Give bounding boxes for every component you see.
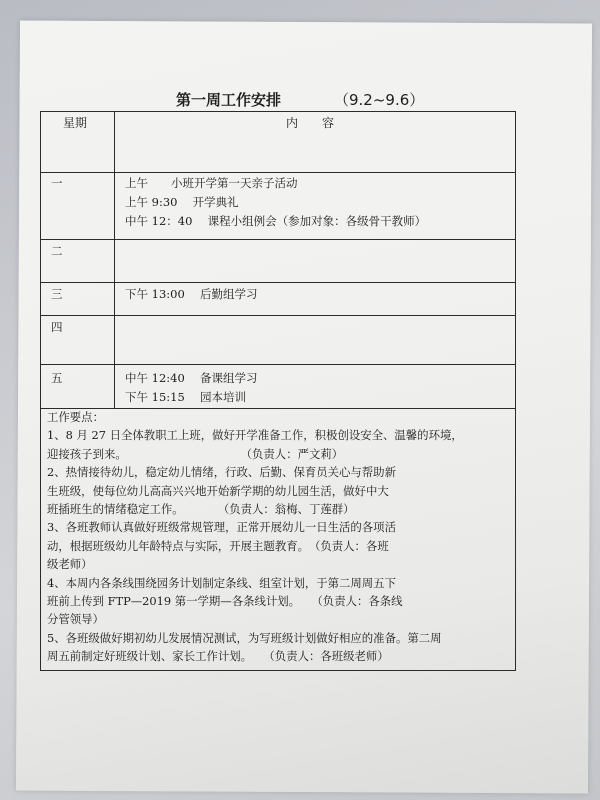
day-label: 一 [51, 176, 63, 190]
schedule-item: 中午 12:40 备课组学习 [125, 371, 258, 385]
date-range: （9.2~9.6） [334, 91, 425, 109]
header-content: 内 容 [286, 116, 335, 130]
notes-line: 班插班生的情绪稳定工作。 （负责人：翁梅、丁莲群） [47, 502, 355, 517]
row-divider [41, 315, 515, 316]
notes-line: 5、各班级做好期初幼儿发展情况测试，为写班级计划做好相应的准备。第二周 [47, 630, 442, 645]
notes-line: 动，根据班级幼儿年龄特点与实际，开展主题教育。 （负责人：各班 [47, 538, 389, 553]
notes-line: 4、本周内各条线围绕园务计划制定条线、组室计划，于第二周周五下 [47, 575, 396, 590]
schedule-item: 中午 12：40 课程小组例会（参加对象：各级骨干教师） [125, 214, 427, 228]
work-notes [47, 408, 509, 666]
notes-line: 2、热情接待幼儿，稳定幼儿情绪，行政、后勤、保育员关心与帮助新 [47, 465, 396, 480]
notes-line: 3、各班教师认真做好班级常规管理，正常开展幼儿一日生活的各项活 [47, 520, 396, 535]
schedule-item: 上午 9:30 开学典礼 [125, 195, 239, 209]
notes-line: 生班级，使每位幼儿高高兴兴地开始新学期的幼儿园生活，做好中大 [47, 483, 389, 498]
notes-line: 周五前制定好班级计划、家长工作计划。 （负责人：各班级老师） [47, 649, 389, 664]
schedule-item: 下午 13:00 后勤组学习 [125, 287, 258, 301]
day-label: 五 [51, 371, 63, 385]
notes-line: 1、8 月 27 日全体教职工上班，做好开学准备工作，积极创设安全、温馨的环境， [47, 428, 463, 443]
notes-line: 级老师） [47, 557, 93, 572]
notes-line: 迎接孩子到来。 （负责人：严文莉） [47, 446, 344, 461]
row-divider [41, 364, 515, 365]
schedule-table [40, 111, 516, 671]
header-day: 星期 [63, 116, 88, 130]
page-title [176, 89, 496, 113]
day-label: 三 [51, 287, 63, 301]
row-divider [41, 239, 515, 240]
notes-line: 分管领导） [47, 612, 104, 627]
row-divider [41, 282, 515, 283]
day-label: 四 [51, 320, 63, 334]
row-divider [41, 172, 515, 173]
schedule-item: 上午 小班开学第一天亲子活动 [125, 176, 298, 190]
day-label: 二 [51, 244, 63, 258]
title-text: 第一周工作安排 [176, 91, 282, 109]
notes-line: 班前上传到 FTP—2019 第一学期—各条线计划。 （负责人：各条线 [47, 594, 403, 609]
schedule-item: 下午 15:15 园本培训 [125, 390, 246, 404]
notes-heading: 工作要点： [47, 410, 104, 424]
